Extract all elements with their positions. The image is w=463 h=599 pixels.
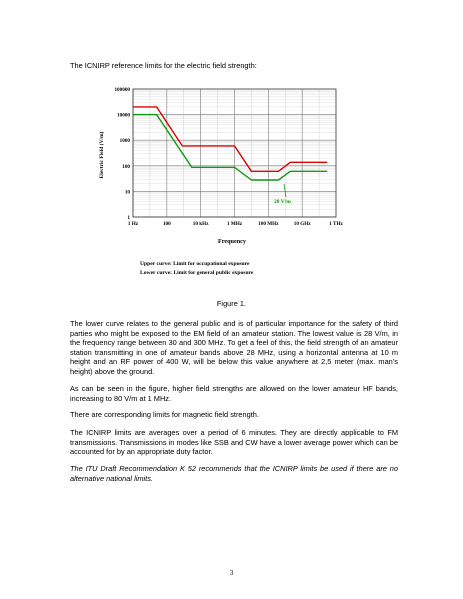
paragraph-magnetic: There are corresponding limits for magnetic field strength.: [70, 410, 259, 419]
paragraph-itu: The ITU Draft Recommendation K 52 recommends that the ICNIRP limits be used if there are no alternative national limits.: [70, 464, 398, 483]
paragraph-averages: The ICNIRP limits are averages over a period of 6 minutes. They are directly applicable to FM transmissions. Transmissions in modes like SSB and CW have a lower average power which can be accounted for by an appropriate duty factor.: [70, 428, 398, 457]
y-tick-label: 100: [122, 163, 130, 170]
x-tick-label: 1 THz: [329, 221, 343, 227]
series-general-public: [133, 115, 327, 180]
x-tick-label: 10 kHz: [192, 221, 209, 227]
x-tick-label: 100: [162, 221, 171, 227]
legend-upper: Upper curve: Limit for occupational exposure: [140, 261, 250, 267]
legend-lower: Lower curve: Limit for general public exposure: [140, 269, 254, 276]
y-tick-label: 1: [127, 215, 130, 221]
y-tick-label: 10000: [117, 112, 130, 119]
annotation-arrow: [284, 184, 286, 197]
y-axis-label: Electric Field (V/m): [99, 131, 105, 179]
y-tick-label: 1000: [119, 138, 130, 145]
y-tick-label: 10: [124, 189, 130, 196]
page-number: 3: [229, 569, 234, 577]
paragraph-general-public: The lower curve relates to the general public and is of particular importance for the safety of third parties who might be exposed to the EM field of an amateur station. The lowest value is 28 V/m, in the frequency range between 30 and 300 MHz. To get a feel of this, the field strength of an amateur station transmitting in one of amateur bands above 28 MHz, using a horizontal antenna at 10 m height and an RF power of 400 W, will be below this value anywhere at 2,5 meter (max. man’s height) above the ground.: [70, 319, 398, 376]
figure-caption: Figure 1.: [216, 299, 247, 308]
x-tick-label: 100 MHz: [258, 221, 279, 227]
x-tick-label: 1 MHz: [226, 221, 243, 227]
x-axis-label: Frequency: [217, 238, 247, 245]
x-tick-label: 1 Hz: [127, 221, 139, 227]
annotation-28vm: 28 V/m: [274, 199, 291, 205]
y-tick-label: 100000: [114, 87, 130, 93]
paragraph-hf-bands: As can be seen in the figure, higher field strengths are allowed on the lower amateur HF bands, increasing to 80 V/m at 1 MHz.: [70, 384, 398, 403]
series-occupational: [133, 107, 327, 171]
intro-text: The ICNIRP reference limits for the electric field strength:: [70, 61, 257, 70]
chart-legend: [140, 260, 253, 277]
x-tick-label: 10 GHz: [293, 221, 311, 227]
